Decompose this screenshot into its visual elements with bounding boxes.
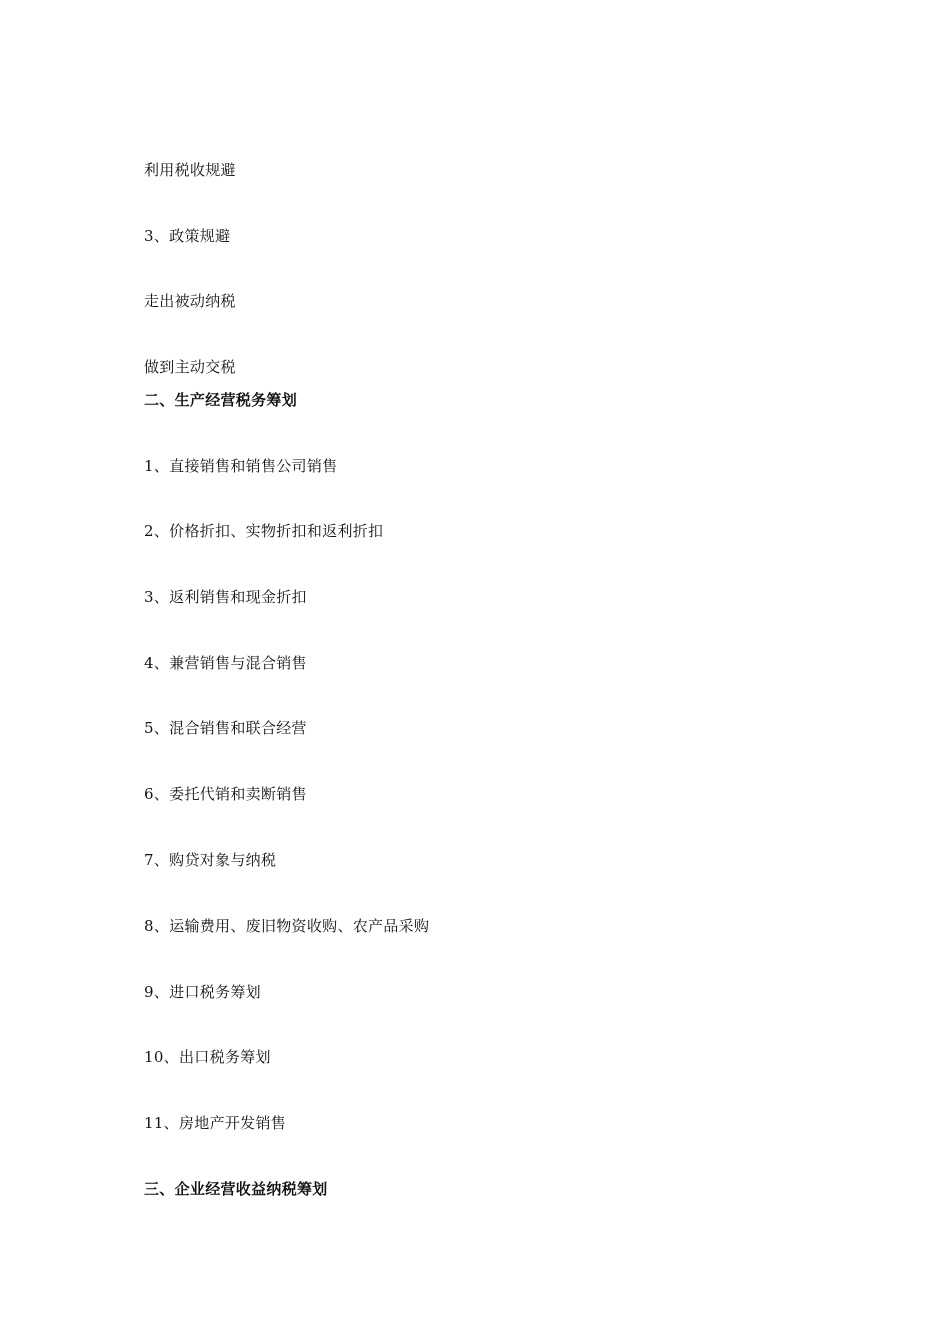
list-item: 6、委托代销和卖断销售 xyxy=(144,785,307,803)
section-heading: 三、企业经营收益纳税筹划 xyxy=(144,1180,328,1198)
list-item: 8、运输费用、废旧物资收购、农产品采购 xyxy=(144,917,430,935)
text-line: 3、政策规避 xyxy=(144,227,231,245)
list-item: 9、进口税务筹划 xyxy=(144,983,261,1001)
list-item: 11、房地产开发销售 xyxy=(144,1114,287,1132)
section-heading: 二、生产经营税务筹划 xyxy=(144,391,298,409)
text-line: 走出被动纳税 xyxy=(144,292,236,310)
list-item: 10、出口税务筹划 xyxy=(144,1048,271,1066)
text-line: 做到主动交税 xyxy=(144,358,236,376)
text-line: 利用税收规避 xyxy=(144,161,236,179)
list-item: 4、兼营销售与混合销售 xyxy=(144,654,307,672)
list-item: 5、混合销售和联合经营 xyxy=(144,719,307,737)
list-item: 7、购贷对象与纳税 xyxy=(144,851,277,869)
list-item: 1、直接销售和销售公司销售 xyxy=(144,457,338,475)
list-item: 3、返利销售和现金折扣 xyxy=(144,588,307,606)
list-item: 2、价格折扣、实物折扣和返利折扣 xyxy=(144,522,384,540)
